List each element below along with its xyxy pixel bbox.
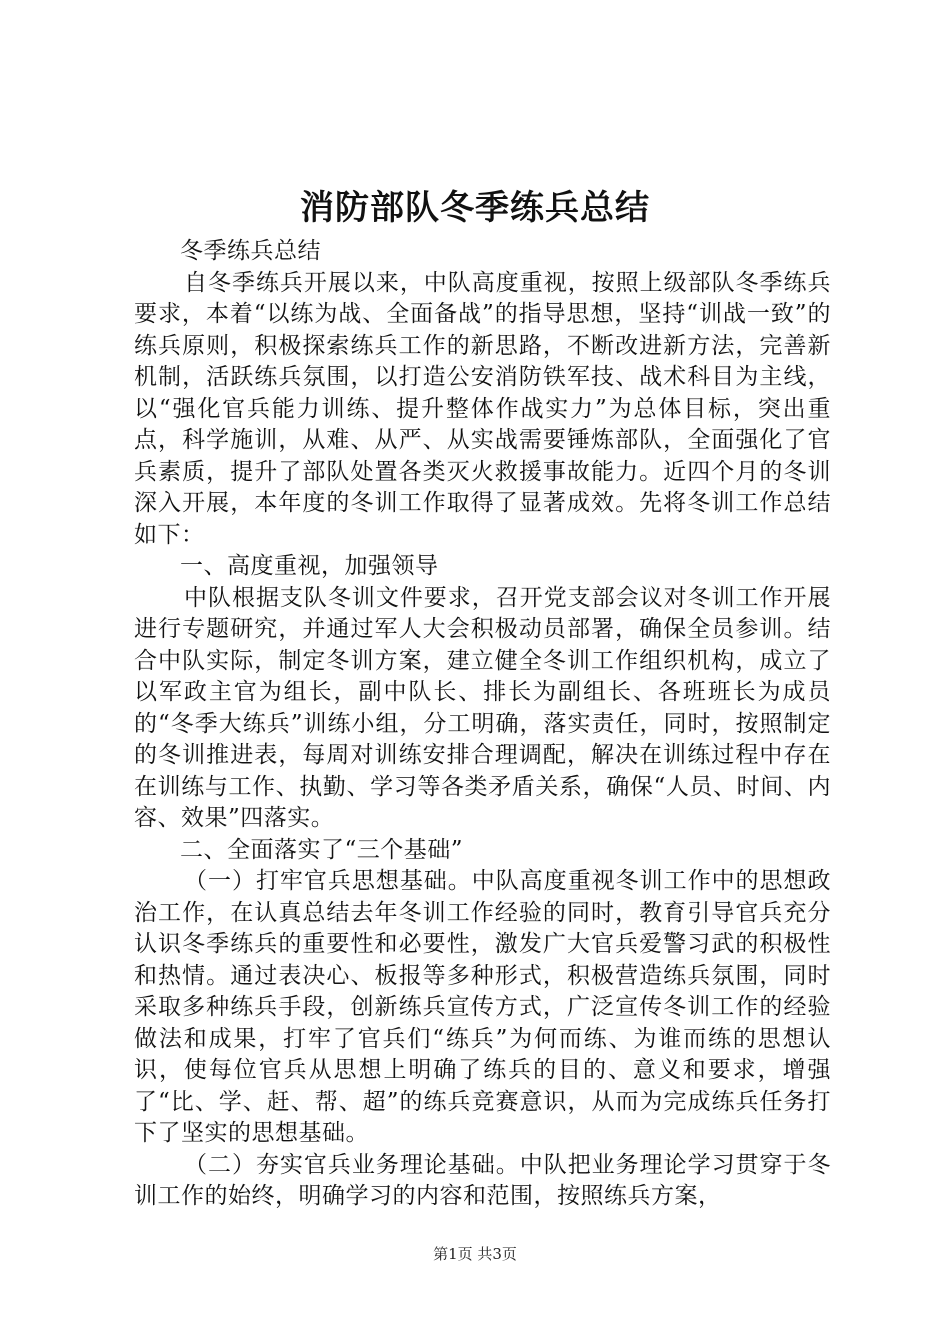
paragraph-subsection-1: （一）打牢官兵思想基础。中队高度重视冬训工作中的思想政治工作，在认真总结去年冬训工作经验的同时，教育引导官兵充分认识冬季练兵的重要性和必要性，激发广大官兵爱警习武的积极性和热情。通过表决心、板报等多种形式，积极营造练兵氛围，同时采取多种练兵手段，创新练兵宣传方式，广泛宣传冬训工作的经验做法和成果，打牢了官兵们“练兵”为何而练、为谁而练的思想认识，使每位官兵从思想上明确了练兵的目的、意义和要求，增强了“比、学、赶、帮、超”的练兵竞赛意识，从而为完成练兵任务打下了坚实的思想基础。	[134, 868, 831, 1146]
paragraph-intro: 自冬季练兵开展以来，中队高度重视，按照上级部队冬季练兵要求，本着“以练为战、全面备战”的指导思想，坚持“训战一致”的练兵原则，积极探索练兵工作的新思路，不断改进新方法，完善新机制，活跃练兵氛围，以打造公安消防铁军技、战术科目为主线，以“强化官兵能力训练、提升整体作战实力”为总体目标，突出重点，科学施训，从难、从严、从实战需要锤炼部队，全面强化了官兵素质，提升了部队处置各类灭火救援事故能力。近四个月的冬训深入开展，本年度的冬训工作取得了显著成效。先将冬训工作总结如下：	[134, 269, 831, 548]
paragraph-subtitle: 冬季练兵总结	[180, 238, 321, 264]
section-heading-2: 二、全面落实了“三个基础”	[180, 836, 464, 863]
paragraph-subsection-2: （二）夯实官兵业务理论基础。中队把业务理论学习贯穿于冬训工作的始终，明确学习的内容和范围，按照练兵方案，	[134, 1151, 831, 1209]
document-body	[134, 236, 831, 1213]
paragraph-section-1: 中队根据支队冬训文件要求，召开党支部会议对冬训工作开展进行专题研究，并通过军人大会积极动员部署，确保全员参训。结合中队实际，制定冬训方案，建立健全冬训工作组织机构，成立了以军政主官为组长，副中队长、排长为副组长、各班班长为成员的“冬季大练兵”训练小组，分工明确，落实责任，同时，按照制定的冬训推进表，每周对训练安排合理调配，解决在训练过程中存在在训练与工作、执勤、学习等各类矛盾关系，确保“人员、时间、内容、效果”四落实。	[134, 584, 831, 831]
page-number-footer: 第1页 共3页	[433, 1245, 517, 1263]
document-title: 消防部队冬季练兵总结	[300, 188, 650, 228]
section-heading-1: 一、高度重视，加强领导	[180, 553, 439, 579]
